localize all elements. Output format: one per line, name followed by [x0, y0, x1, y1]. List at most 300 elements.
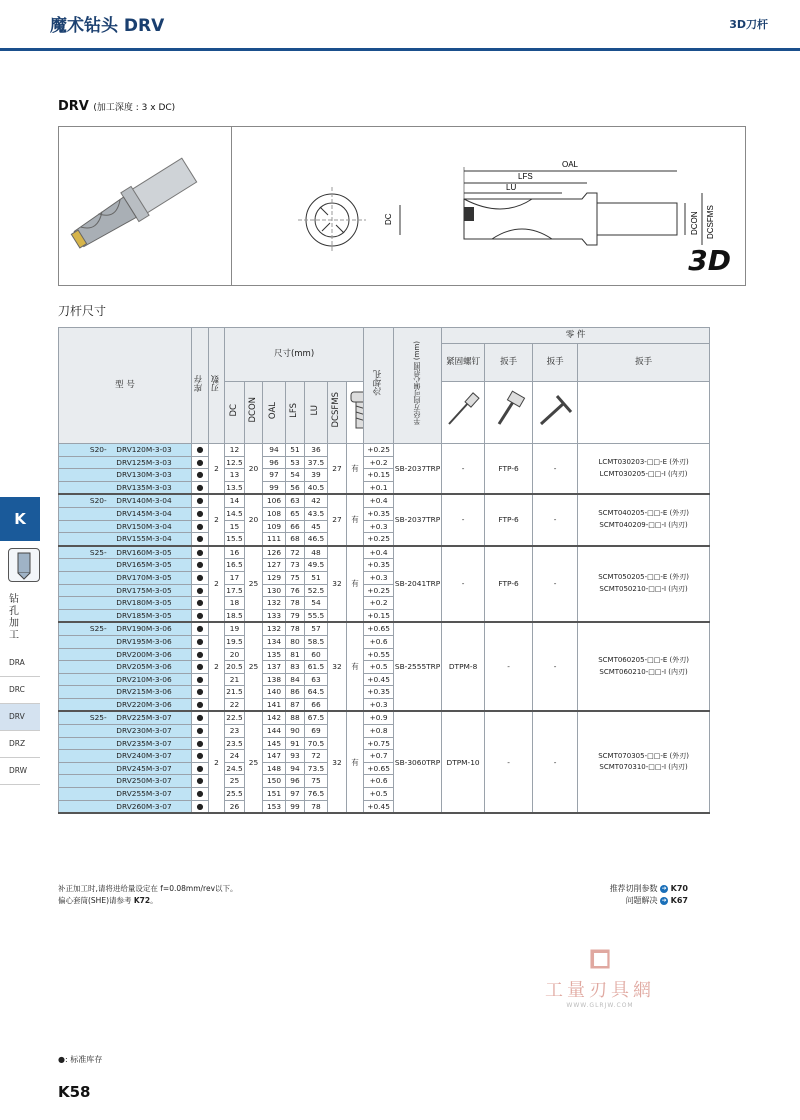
flutes-cell: 2 [209, 546, 225, 623]
section-title [58, 99, 175, 114]
model-code: DRV150M-3-04 [116, 521, 172, 531]
stock-cell: ● [192, 775, 209, 788]
wrench-3-cell: - [533, 494, 578, 545]
lu-cell: 66 [305, 698, 328, 711]
stock-cell: ● [192, 559, 209, 572]
col-offset: 半径方向可偏心范围 (mm) [394, 328, 442, 444]
lfs-cell: 79 [286, 609, 305, 622]
oal-cell: 140 [263, 686, 286, 699]
stock-cell: ● [192, 609, 209, 622]
col-lu: LU [305, 382, 328, 444]
table-row [59, 444, 710, 457]
notes-left [58, 883, 238, 907]
screw-image [347, 382, 364, 444]
lfs-cell: 84 [286, 673, 305, 686]
coolant-cell: 有 [347, 711, 364, 813]
dcsfms-cell: 27 [328, 444, 347, 495]
table-title: 刀杆尺寸 [58, 304, 107, 318]
stock-cell: ● [192, 546, 209, 559]
model-code: DRV255M-3-07 [116, 789, 172, 799]
lu-cell: 75 [305, 775, 328, 788]
offset-cell: +0.45 [364, 673, 394, 686]
stock-cell: ● [192, 444, 209, 457]
dc-cell: 19.5 [225, 635, 245, 648]
lu-cell: 70.5 [305, 737, 328, 750]
offset-cell: +0.35 [364, 507, 394, 520]
offset-cell: +0.5 [364, 661, 394, 674]
model-code: DRV240M-3-07 [116, 751, 172, 761]
lu-cell: 57 [305, 622, 328, 635]
stock-cell: ● [192, 661, 209, 674]
dcon-cell: 25 [245, 711, 263, 813]
cutting-params-link[interactable]: 推荐切削参数 ➜ K70 [609, 884, 688, 893]
oal-cell: 132 [263, 622, 286, 635]
lfs-cell: 76 [286, 584, 305, 597]
drilling-icon [8, 548, 40, 582]
col-wrench-1: 扳手 [485, 344, 533, 382]
sidebar-nav-item-drw[interactable]: DRW [0, 758, 40, 785]
stock-cell: ● [192, 584, 209, 597]
offset-cell: +0.4 [364, 546, 394, 559]
stock-cell: ● [192, 520, 209, 533]
offset-cell: +0.1 [364, 481, 394, 494]
offset-cell: +0.8 [364, 725, 394, 738]
lu-cell: 76.5 [305, 788, 328, 801]
offset-cell: +0.6 [364, 635, 394, 648]
watermark-logo-icon: ⧠ [589, 945, 611, 975]
dc-cell: 25 [225, 775, 245, 788]
dc-cell: 23 [225, 725, 245, 738]
oal-cell: 109 [263, 520, 286, 533]
col-parts: 零 件 [442, 328, 710, 344]
coolant-cell: 有 [347, 444, 364, 495]
offset-cell: +0.25 [364, 444, 394, 457]
lfs-cell: 51 [286, 444, 305, 457]
model-code: DRV125M-3-03 [116, 457, 172, 467]
dc-cell: 23.5 [225, 737, 245, 750]
lfs-cell: 97 [286, 788, 305, 801]
troubleshooting-link[interactable]: 问题解决 ➜ K67 [625, 896, 688, 905]
offset-cell: +0.2 [364, 597, 394, 610]
lu-cell: 36 [305, 444, 328, 457]
stock-cell: ● [192, 571, 209, 584]
model-code: DRV235M-3-07 [116, 738, 172, 748]
wrench-3-cell: - [533, 546, 578, 623]
model-cell [59, 762, 192, 775]
lu-cell: 64.5 [305, 686, 328, 699]
wrench-2-image [485, 382, 533, 444]
col-stock: 库存 [192, 328, 209, 444]
dc-cell: 17 [225, 571, 245, 584]
offset-cell: +0.65 [364, 622, 394, 635]
stock-cell: ● [192, 507, 209, 520]
model-cell [59, 775, 192, 788]
lfs-cell: 78 [286, 597, 305, 610]
wrench-1-cell: DTPM-8 [442, 622, 485, 711]
offset-cell: +0.45 [364, 800, 394, 813]
arrow-right-icon: ➜ [661, 884, 667, 892]
offset-cell: +0.3 [364, 698, 394, 711]
insert-outer: SCMT050205-□□-E (外刃) [598, 573, 689, 582]
dc-cell: 24.5 [225, 762, 245, 775]
lu-label: LU [506, 183, 517, 192]
dcsfms-label: DCSFMS [706, 205, 715, 239]
lfs-cell: 87 [286, 698, 305, 711]
lu-cell: 46.5 [305, 533, 328, 546]
model-cell [59, 456, 192, 469]
stock-cell: ● [192, 456, 209, 469]
oal-cell: 138 [263, 673, 286, 686]
model-cell [59, 571, 192, 584]
oal-cell: 151 [263, 788, 286, 801]
flutes-cell: 2 [209, 711, 225, 813]
model-code: DRV205M-3-06 [116, 662, 172, 672]
col-dc: DC [225, 382, 245, 444]
model-cell [59, 609, 192, 622]
t-wrench-icon [535, 390, 575, 430]
screw-icon [347, 390, 364, 430]
lu-cell: 42 [305, 494, 328, 507]
oal-cell: 97 [263, 469, 286, 482]
model-code: DRV230M-3-07 [116, 726, 172, 736]
offset-cell: +0.15 [364, 469, 394, 482]
insert-inner: LCMT030205-□□-I (内刃) [599, 469, 688, 478]
lu-cell: 51 [305, 571, 328, 584]
sidebar-nav-item-drc[interactable]: DRC [0, 677, 40, 704]
model-cell [59, 559, 192, 572]
col-wrench-2: 扳手 [533, 344, 578, 382]
dcon-cell: 20 [245, 494, 263, 545]
dc-cell: 14.5 [225, 507, 245, 520]
screwdriver-icon [443, 390, 483, 430]
lfs-cell: 53 [286, 456, 305, 469]
lu-cell: 69 [305, 725, 328, 738]
model-code: DRV245M-3-07 [116, 763, 172, 773]
wrench-1-cell: - [442, 546, 485, 623]
oal-cell: 132 [263, 597, 286, 610]
oal-cell: 94 [263, 444, 286, 457]
lfs-cell: 56 [286, 481, 305, 494]
dc-cell: 16.5 [225, 559, 245, 572]
sidebar-label: 钻孔加工 [9, 594, 19, 641]
lfs-cell: 72 [286, 546, 305, 559]
model-code: DRV175M-3-05 [116, 585, 172, 595]
oal-cell: 111 [263, 533, 286, 546]
dc-cell: 20.5 [225, 661, 245, 674]
dc-cell: 14 [225, 494, 245, 507]
page-header [0, 0, 800, 51]
dcsfms-cell: 32 [328, 711, 347, 813]
oal-cell: 144 [263, 725, 286, 738]
screw-cell: SB-2041TRP [394, 546, 442, 623]
oal-cell: 127 [263, 559, 286, 572]
oal-cell: 150 [263, 775, 286, 788]
key-wrench-icon [489, 390, 529, 430]
notes-right [610, 883, 688, 907]
wrench-1-cell: - [442, 494, 485, 545]
model-code: DRV260M-3-07 [116, 801, 172, 811]
dcsfms-cell: 27 [328, 494, 347, 545]
model-cell [59, 533, 192, 546]
wrench-3-image [533, 382, 578, 444]
model-cell [59, 673, 192, 686]
model-code: DRV140M-3-04 [116, 496, 172, 506]
model-code: DRV135M-3-03 [116, 482, 172, 492]
model-cell [59, 800, 192, 813]
lu-cell: 43.5 [305, 507, 328, 520]
oal-cell: 141 [263, 698, 286, 711]
model-cell [59, 444, 192, 457]
sidebar-nav-item-drz[interactable]: DRZ [0, 731, 40, 758]
col-dcon: DCON [245, 382, 263, 444]
wrench-2-cell: FTP-6 [485, 494, 533, 545]
lu-cell: 39 [305, 469, 328, 482]
table-row [59, 622, 710, 635]
dc-cell: 12.5 [225, 456, 245, 469]
model-cell [59, 507, 192, 520]
model-code: DRV185M-3-05 [116, 610, 172, 620]
model-code: DRV120M-3-03 [116, 445, 172, 454]
oal-cell: 147 [263, 750, 286, 763]
dc-cell: 21 [225, 673, 245, 686]
model-code: DRV165M-3-05 [116, 560, 172, 570]
lfs-cell: 80 [286, 635, 305, 648]
model-cell [59, 750, 192, 763]
stock-cell: ● [192, 494, 209, 507]
offset-cell: +0.3 [364, 520, 394, 533]
model-code: DRV160M-3-05 [116, 547, 172, 557]
watermark-url: WWW.GLRJW.COM [566, 1002, 634, 1009]
offset-cell: +0.4 [364, 494, 394, 507]
model-code: DRV170M-3-05 [116, 572, 172, 582]
dc-cell: 13.5 [225, 481, 245, 494]
lu-cell: 67.5 [305, 711, 328, 724]
dc-cell: 12 [225, 444, 245, 457]
dc-cell: 18.5 [225, 609, 245, 622]
spec-table [58, 327, 710, 814]
model-code: DRV215M-3-06 [116, 687, 172, 697]
oal-cell: 153 [263, 800, 286, 813]
dc-cell: 26 [225, 800, 245, 813]
model-cell [59, 648, 192, 661]
insert-cell [578, 546, 710, 623]
lfs-cell: 93 [286, 750, 305, 763]
page-number: K58 [58, 1083, 91, 1101]
drill-drawing [232, 127, 744, 285]
drill-photo [59, 127, 231, 285]
dc-cell: 15 [225, 520, 245, 533]
offset-cell: +0.55 [364, 648, 394, 661]
dc-cell: 22.5 [225, 711, 245, 724]
dcsfms-cell: 32 [328, 546, 347, 623]
insert-inner: SCMT040209-□□-I (内刃) [599, 521, 688, 530]
col-model: 型 号 [59, 328, 192, 444]
shank-prefix: S25- [89, 624, 107, 634]
oal-cell: 126 [263, 546, 286, 559]
insert-cell [578, 711, 710, 813]
lfs-cell: 73 [286, 559, 305, 572]
stock-cell: ● [192, 686, 209, 699]
coolant-cell: 有 [347, 494, 364, 545]
oal-cell: 96 [263, 456, 286, 469]
col-lfs: LFS [286, 382, 305, 444]
col-dims: 尺寸(mm) [225, 328, 364, 382]
flutes-cell: 2 [209, 494, 225, 545]
wrench-3-cell: - [533, 711, 578, 813]
stock-cell: ● [192, 698, 209, 711]
model-cell [59, 546, 192, 559]
lu-cell: 55.5 [305, 609, 328, 622]
tool-figure [58, 126, 746, 286]
model-code: DRV250M-3-07 [116, 776, 172, 786]
screw-cell: SB-2037TRP [394, 494, 442, 545]
depth-badge: 3D [688, 244, 731, 277]
lfs-cell: 54 [286, 469, 305, 482]
dc-cell: 16 [225, 546, 245, 559]
lu-cell: 48 [305, 546, 328, 559]
model-cell [59, 725, 192, 738]
lfs-cell: 96 [286, 775, 305, 788]
lu-cell: 72 [305, 750, 328, 763]
insert-outer: SCMT060205-□□-E (外刃) [598, 656, 689, 665]
lu-cell: 63 [305, 673, 328, 686]
lfs-cell: 83 [286, 661, 305, 674]
dc-cell: 24 [225, 750, 245, 763]
model-code: DRV145M-3-04 [116, 508, 172, 518]
insert-cell [578, 444, 710, 495]
stock-cell: ● [192, 711, 209, 724]
lu-cell: 45 [305, 520, 328, 533]
watermark-text: 工量刃具網 [545, 980, 655, 1001]
insert-inner: SCMT050210-□□-I (内刃) [599, 585, 688, 594]
oal-cell: 135 [263, 648, 286, 661]
insert-cell [578, 622, 710, 711]
lfs-cell: 99 [286, 800, 305, 813]
section-code: DRV [58, 99, 89, 114]
insert-outer: LCMT030203-□□-E (外刃) [598, 458, 689, 467]
offset-cell: +0.35 [364, 686, 394, 699]
dcon-cell: 25 [245, 546, 263, 623]
model-cell [59, 635, 192, 648]
section-subtitle: (加工深度 : 3 x DC) [93, 103, 176, 113]
model-cell [59, 469, 192, 482]
lfs-cell: 63 [286, 494, 305, 507]
stock-cell: ● [192, 622, 209, 635]
model-cell [59, 597, 192, 610]
lfs-label: LFS [518, 172, 533, 181]
model-code: DRV200M-3-06 [116, 649, 172, 659]
sidebar-nav-item-dra[interactable]: DRA [0, 650, 40, 677]
sleeve-ref-link[interactable]: K72 [133, 896, 151, 905]
wrench-2-cell: - [485, 622, 533, 711]
insert-cell [578, 494, 710, 545]
screw-cell: SB-2037TRP [394, 444, 442, 495]
lfs-cell: 81 [286, 648, 305, 661]
insert-outer: SCMT040205-□□-E (外刃) [598, 509, 689, 518]
offset-cell: +0.6 [364, 775, 394, 788]
offset-cell: +0.65 [364, 762, 394, 775]
insert-inner: SCMT070310-□□-I (内刃) [599, 763, 688, 772]
wrench-1-cell: - [442, 444, 485, 495]
wrench-2-cell: FTP-6 [485, 444, 533, 495]
oal-cell: 134 [263, 635, 286, 648]
oal-cell: 106 [263, 494, 286, 507]
wrench-1-cell: DTPM-10 [442, 711, 485, 813]
dcon-cell: 25 [245, 622, 263, 711]
section-tab-k[interactable]: K [0, 497, 40, 541]
offset-cell: +0.75 [364, 737, 394, 750]
shank-prefix: S20- [89, 496, 107, 506]
lu-cell: 58.5 [305, 635, 328, 648]
model-code: DRV210M-3-06 [116, 674, 172, 684]
dc-cell: 18 [225, 597, 245, 610]
stock-cell: ● [192, 481, 209, 494]
wrench-3-cell: - [533, 622, 578, 711]
category-label: 3D刀杆 [729, 18, 768, 31]
model-cell [59, 698, 192, 711]
stock-cell: ● [192, 673, 209, 686]
screw-cell: SB-2555TRP [394, 622, 442, 711]
model-cell [59, 711, 192, 724]
offset-cell: +0.5 [364, 788, 394, 801]
stock-cell: ● [192, 635, 209, 648]
model-code: DRV225M-3-07 [116, 713, 172, 723]
lfs-cell: 78 [286, 622, 305, 635]
stock-cell: ● [192, 800, 209, 813]
flutes-cell: 2 [209, 622, 225, 711]
sidebar-nav-item-drv[interactable]: DRV [0, 704, 40, 731]
dc-cell: 17.5 [225, 584, 245, 597]
lfs-cell: 66 [286, 520, 305, 533]
lu-cell: 40.5 [305, 481, 328, 494]
lfs-cell: 94 [286, 762, 305, 775]
dc-cell: 19 [225, 622, 245, 635]
oal-cell: 108 [263, 507, 286, 520]
offset-cell: +0.3 [364, 571, 394, 584]
lfs-cell: 68 [286, 533, 305, 546]
offset-cell: +0.35 [364, 559, 394, 572]
model-cell [59, 737, 192, 750]
model-cell [59, 661, 192, 674]
lu-cell: 54 [305, 597, 328, 610]
page-title: 魔术钻头 DRV [50, 16, 165, 36]
stock-legend: ●: 标准库存 [58, 1055, 103, 1064]
screw-cell: SB-3060TRP [394, 711, 442, 813]
model-code: DRV220M-3-06 [116, 699, 172, 709]
wrench-2-cell: FTP-6 [485, 546, 533, 623]
watermark [520, 945, 680, 1009]
model-cell [59, 584, 192, 597]
insert-outer: SCMT070305-□□-E (外刃) [598, 751, 689, 760]
dc-cell: 13 [225, 469, 245, 482]
wrench-3-cell: - [533, 444, 578, 495]
dc-cell: 21.5 [225, 686, 245, 699]
stock-cell: ● [192, 762, 209, 775]
note-feed: 补正加工时,请将进给量设定在 f=0.08mm/rev以下。 [58, 884, 238, 893]
model-cell [59, 481, 192, 494]
col-dcsfms: DCSFMS [328, 382, 347, 444]
offset-cell: +0.25 [364, 533, 394, 546]
oal-cell: 137 [263, 661, 286, 674]
note-sleeve: 偏心套筒(SHE)请参考 K72。 [58, 896, 158, 905]
arrow-right-icon: ➜ [661, 896, 667, 904]
dc-cell: 25.5 [225, 788, 245, 801]
col-coolant: 冷却孔 [364, 328, 394, 444]
oal-cell: 129 [263, 571, 286, 584]
offset-cell: +0.9 [364, 711, 394, 724]
model-cell [59, 622, 192, 635]
lu-cell: 49.5 [305, 559, 328, 572]
